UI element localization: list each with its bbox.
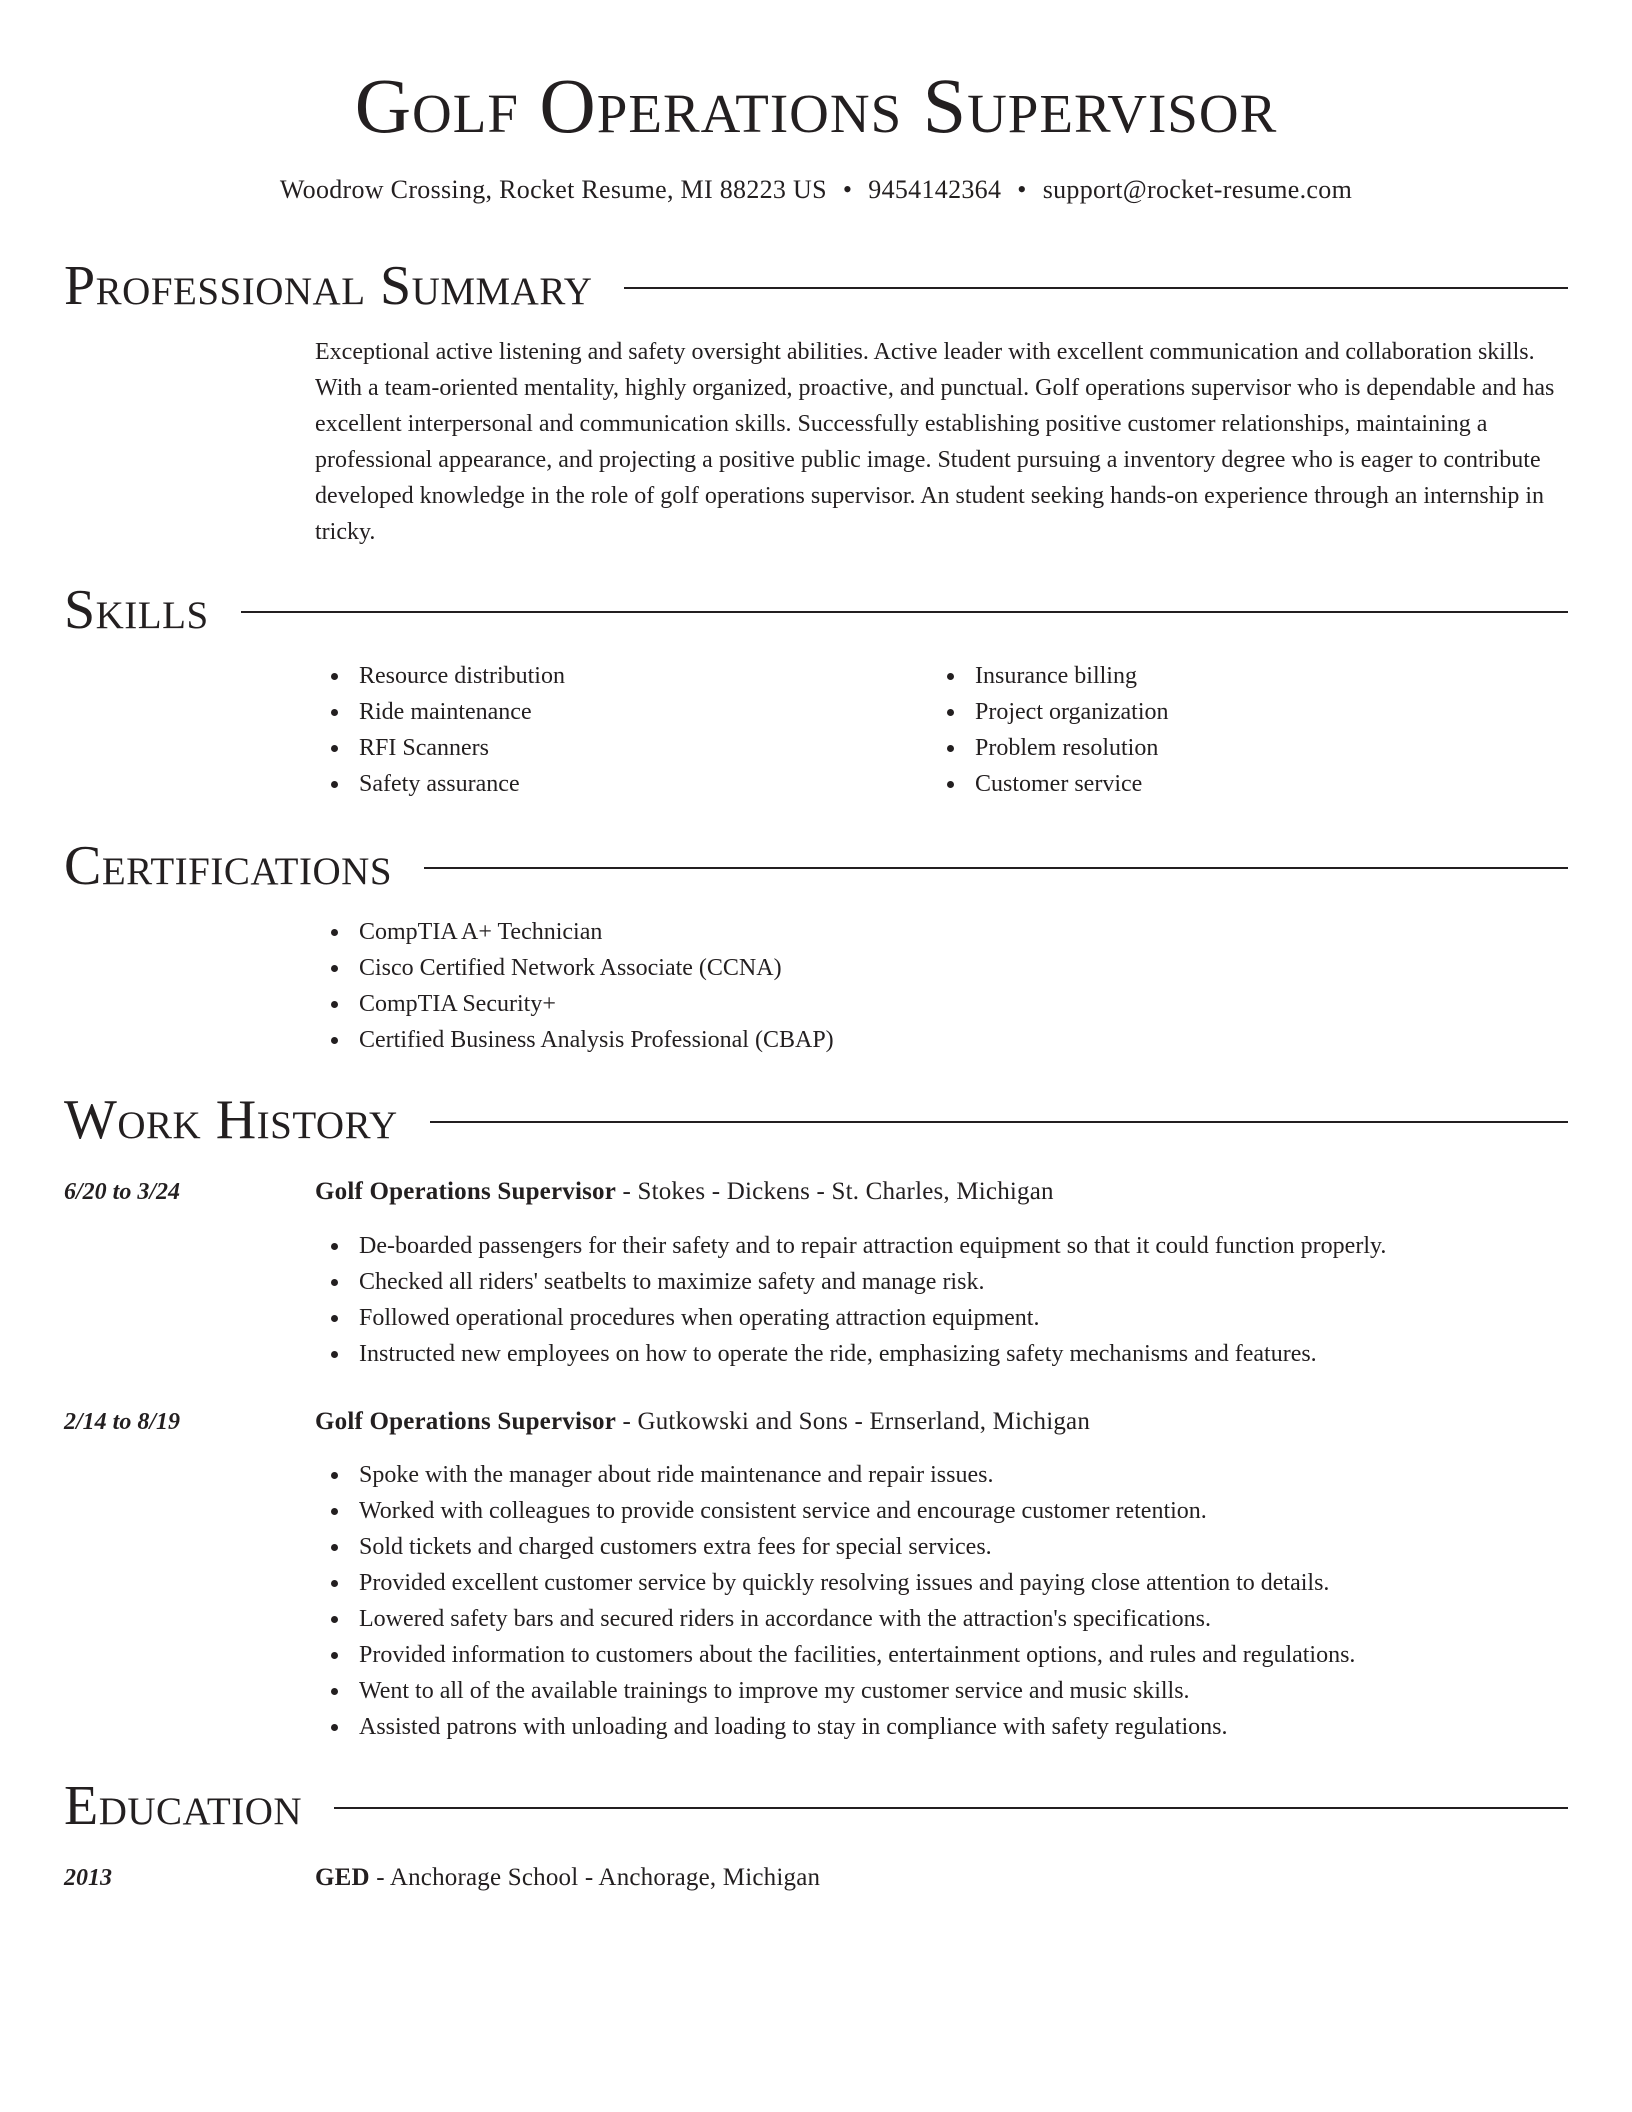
job-duty-item: Sold tickets and charged customers extra fees for special services. [315,1529,1568,1565]
certification-item: Certified Business Analysis Professional (CBAP) [315,1022,1568,1058]
skill-item: Customer service [931,766,1531,802]
section-divider [624,287,1568,289]
education-year: 2013 [64,1865,112,1891]
job-duty-item: Instructed new employees on how to operate the ride, emphasizing safety mechanisms and features. [315,1336,1568,1372]
education-heading [315,1860,1568,1896]
skill-item: Project organization [931,694,1531,730]
skill-item: Safety assurance [315,766,915,802]
section-divider [430,1121,1568,1123]
contact-separator: • [1017,175,1027,204]
job-duty-item: Provided excellent customer service by quickly resolving issues and paying close attention to details. [315,1565,1568,1601]
section-header-certifications [64,832,1568,900]
skill-item: RFI Scanners [315,730,915,766]
job-duty-item: Assisted patrons with unloading and loading to stay in compliance with safety regulations. [315,1709,1568,1745]
job-heading [315,1404,1568,1440]
education-school-location: - Anchorage School - Anchorage, Michigan [369,1864,821,1891]
certification-item: CompTIA A+ Technician [315,914,1568,950]
skills-list-right [931,658,1531,802]
section-title-work: Work History [64,1089,398,1151]
job-duty-item: Went to all of the available trainings to improve my customer service and music skills. [315,1673,1568,1709]
contact-address: Woodrow Crossing, Rocket Resume, MI 88223 US [279,175,827,204]
skills-list-left [315,658,915,802]
contact-separator: • [842,175,853,204]
section-title-summary: Professional Summary [64,255,593,317]
section-header-summary [64,252,1568,320]
section-divider [334,1807,1568,1809]
job-duty-item: Followed operational procedures when operating attraction equipment. [315,1300,1568,1336]
job-duty-item: Worked with colleagues to provide consistent service and encourage customer retention. [315,1493,1568,1529]
summary-text: Exceptional active listening and safety oversight abilities. Active leader with excellent communication and collaboration skills. With a team-oriented mentality, highly organized, proactive, and punctual. Golf operations supervisor who is dependable and has excellent interpersonal and communication skills. Successfully establishing positive customer relationships, maintaining a professional appearance, and projecting a positive public image. Student pursuing a inventory degree who is eager to contribute developed knowledge in the role of golf operations supervisor. An student seeking hands-on experience through an internship in tricky. [315,339,1555,545]
resume-name: Golf Operations Supervisor [354,62,1278,149]
job-dates: 2/14 to 8/19 [64,1409,181,1435]
contact-phone: 9454142364 [868,175,1002,204]
section-header-skills [64,576,1568,644]
job-title: Golf Operations Supervisor [315,1178,617,1205]
job-employer-location: - Stokes - Dickens - St. Charles, Michigan [616,1178,1054,1205]
job-duty-item: Provided information to customers about the facilities, entertainment options, and rules and regulations. [315,1637,1568,1673]
job-duties-list [315,1457,1568,1745]
section-header-education [64,1772,1568,1840]
section-title-certifications: Certifications [64,835,393,897]
skill-item: Problem resolution [931,730,1531,766]
section-title-skills: Skills [64,579,209,641]
job-duty-item: Spoke with the manager about ride maintenance and repair issues. [315,1457,1568,1493]
job-duties-list [315,1228,1568,1372]
job-duty-item: Lowered safety bars and secured riders in accordance with the attraction's specifications. [315,1601,1568,1637]
skill-item: Ride maintenance [315,694,915,730]
certification-item: CompTIA Security+ [315,986,1568,1022]
job-duty-item: Checked all riders' seatbelts to maximize safety and manage risk. [315,1264,1568,1300]
certifications-list [315,914,1568,1058]
section-header-work [64,1086,1568,1154]
contact-email: support@rocket-resume.com [1042,175,1353,204]
section-divider [424,867,1568,869]
skill-item: Insurance billing [931,658,1531,694]
job-employer-location: - Gutkowski and Sons - Ernserland, Michigan [616,1408,1091,1435]
certification-item: Cisco Certified Network Associate (CCNA) [315,950,1568,986]
job-duty-item: De-boarded passengers for their safety and to repair attraction equipment so that it could function properly. [315,1228,1568,1264]
section-title-education: Education [64,1775,303,1837]
job-title: Golf Operations Supervisor [315,1408,617,1435]
job-heading [315,1174,1568,1210]
skill-item: Resource distribution [315,658,915,694]
section-divider [241,611,1568,613]
job-dates: 6/20 to 3/24 [64,1179,181,1205]
education-degree: GED [315,1864,370,1891]
contact-line [64,172,1568,208]
